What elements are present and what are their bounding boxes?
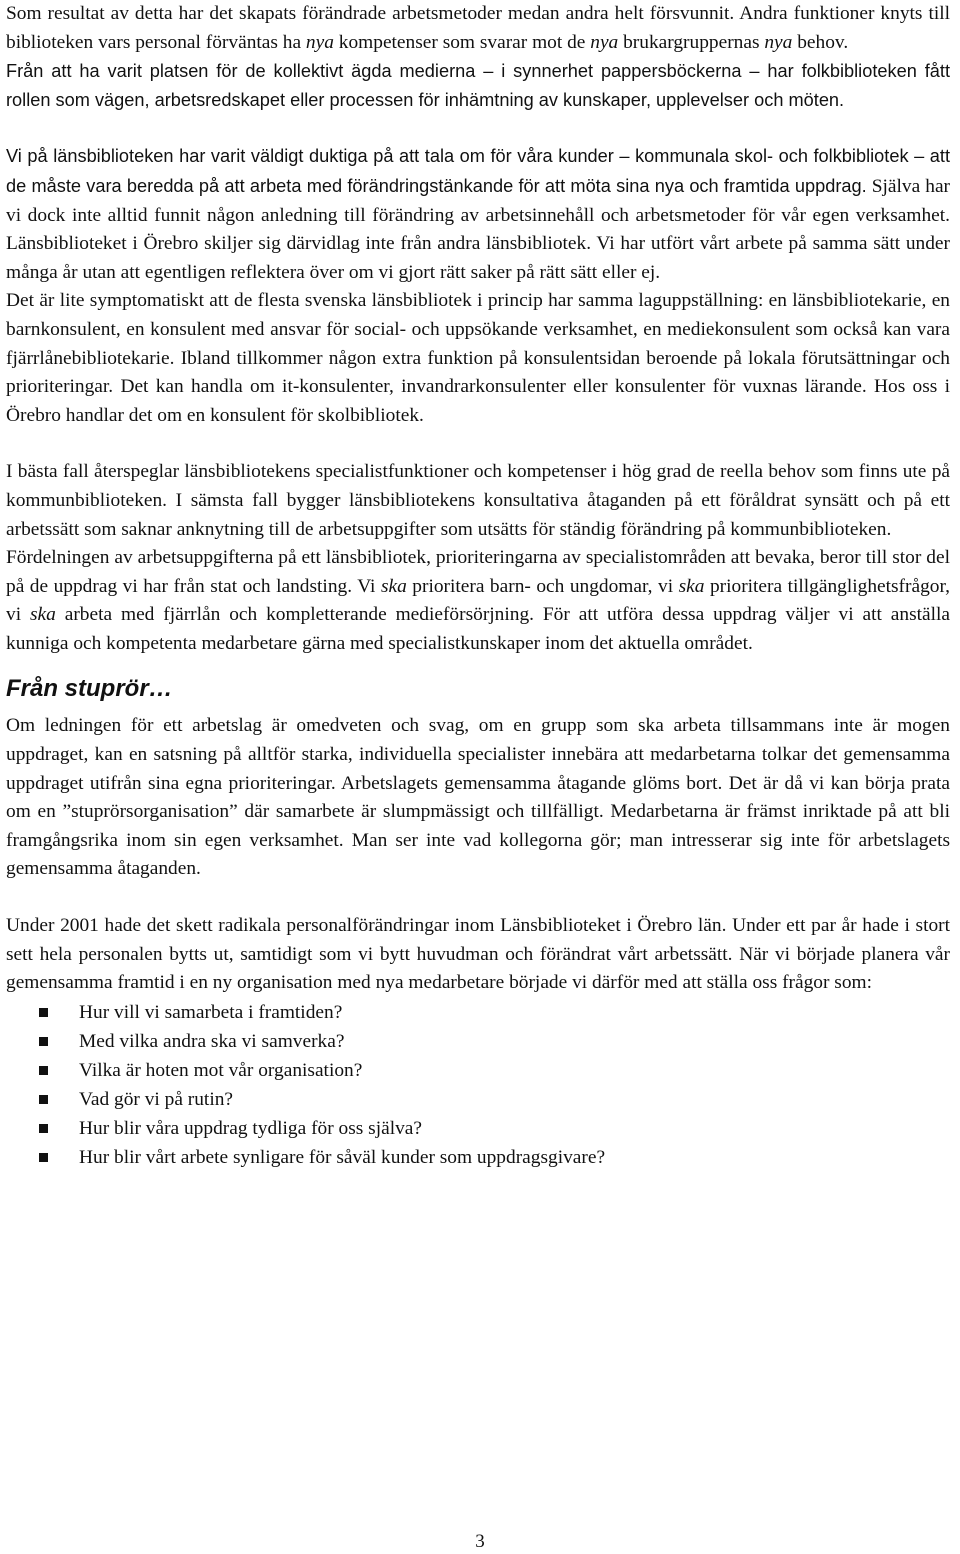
text-run: behov. xyxy=(792,31,849,53)
emphasis: nya xyxy=(764,31,793,53)
list-item-text: Vilka är hoten mot vår organisation? xyxy=(79,1059,363,1081)
text-run: brukargruppernas xyxy=(618,31,765,53)
paragraph-8: Under 2001 hade det skett radikala personalförändringar inom Länsbiblioteket i Örebro län. Under ett par år hade i stort sett hela personalen bytts ut, samtidigt som vi bytt huvudman och förändrat vårt arbetssätt. När vi började planera vår gemensamma framtid i en ny organisation med nya medarbetare började vi därför med att ställa oss frågor som: xyxy=(6,915,950,994)
spacer xyxy=(6,114,950,142)
section-heading: Från stuprör… xyxy=(6,675,173,703)
paragraph-7: Om ledningen för ett arbetslag är omedveten och svag, om en grupp som ska arbeta tillsammans inte är mogen uppdraget, kan en satsning på alltför starka, individuella specialister innebära att medarbetarna tolkar det gemensamma uppdraget utifrån sina egna prioriteringar. Arbetslagets gemensamma åtagande glöms bort. Det är då vi kan börja prata om en ”stuprörsorganisation” där samarbete är slumpmässigt och tillfälligt. Medarbetarna är främst inriktade på att bli framgångsrika inom sin egen verksamhet. Man ser inte vad kollegorna gör; man intresserar sig inte för arbetslagets gemensamma åtaganden. xyxy=(6,715,950,880)
paragraph-3 xyxy=(6,142,950,287)
text-run: arbeta med fjärrlån och kompletterande medieförsörjning. För att utföra dessa uppdrag väljer vi att anställa kunniga och kompetenta medarbetare gärna med specialistkunskaper inom det aktuella området. xyxy=(6,604,950,654)
page-number: 3 xyxy=(475,1531,485,1552)
emphasis: nya xyxy=(305,31,334,53)
list-item xyxy=(6,1056,950,1085)
paragraph-5: I bästa fall återspeglar länsbibliotekens specialistfunktioner och kompetenser i hög grad de reella behov som finns ute på kommunbiblioteken. I sämsta fall bygger länsbibliotekens konsultativa åtaganden på ett föråldrat synsätt och på ett arbetssätt som saknar anknytning till de arbetsuppgifter som utsätts för ständig förändring på kommunbiblioteken. xyxy=(6,461,950,540)
text-run: Som resultat av detta har det skapats förändrade arbetsmetoder medan andra helt försvunnit. Andra funktioner knyts till biblioteken vars personal förväntas ha xyxy=(6,3,950,53)
text-run: kompetenser som svarar mot de xyxy=(333,31,591,53)
paragraph-2: Från att ha varit platsen för de kollektivt ägda medierna – i synnerhet pappersböckerna – har folkbiblioteken fått rollen som vägen, arbetsredskapet eller processen för inhämtning av kunskaper, upplevelser och möten. xyxy=(6,61,950,110)
square-bullet-icon xyxy=(39,1037,48,1046)
paragraph-1 xyxy=(6,0,950,57)
list-item-text: Vad gör vi på rutin? xyxy=(79,1088,234,1110)
text-run: Vi på länsbiblioteken har varit väldigt duktiga på att tala om för våra kunder – kommunala skol- och folkbibliotek – att de måste vara beredda på att arbeta med förändringstänkande för att möta sina nya och framtida uppdrag. xyxy=(6,146,950,196)
list-item-text: Hur blir våra uppdrag tydliga för oss själva? xyxy=(79,1117,423,1139)
list-item xyxy=(6,1114,950,1143)
paragraph-4: Det är lite symptomatiskt att de flesta svenska länsbibliotek i princip har samma laguppställning: en länsbibliotekarie, en barnkonsulent, en konsulent med ansvar för social- och uppsökande verksamhet, en mediekonsulent som också kan vara fjärrlånebibliotekarie. Ibland tillkommer någon extra funktion på konsulentsidan beroende på lokala förutsättningar och prioriteringar. Det kan handla om it-konsulenter, invandrarkonsulenter eller konsulenter för vuxnas lärande. Hos oss i Örebro handlar det om en konsulent för skolbibliotek. xyxy=(6,290,950,426)
list-item xyxy=(6,1143,950,1172)
list-item-text: Hur vill vi samarbeta i framtiden? xyxy=(79,1001,343,1023)
spacer xyxy=(6,884,950,912)
text-run: Fördelningen av arbetsuppgifterna på ett länsbibliotek, prioriteringarna av specialistområden att bevaka, beror till stor del på de uppdrag vi har från stat och landsting. Vi xyxy=(6,547,950,597)
emphasis: ska xyxy=(678,575,705,597)
emphasis: ska xyxy=(380,575,407,597)
text-run: prioritera tillgänglighetsfrågor, vi xyxy=(6,575,950,626)
question-list xyxy=(6,998,950,1172)
text-run: prioritera barn- och ungdomar, vi xyxy=(406,575,679,597)
list-item xyxy=(6,1027,950,1056)
emphasis: nya xyxy=(590,31,619,53)
paragraph-6 xyxy=(6,544,950,658)
square-bullet-icon xyxy=(39,1008,48,1017)
square-bullet-icon xyxy=(39,1095,48,1104)
list-item-text: Med vilka andra ska vi samverka? xyxy=(79,1030,345,1052)
square-bullet-icon xyxy=(39,1153,48,1162)
square-bullet-icon xyxy=(39,1124,48,1133)
document-page xyxy=(6,0,950,1172)
spacer xyxy=(6,430,950,458)
spacer xyxy=(6,658,950,674)
list-item xyxy=(6,1085,950,1114)
emphasis: ska xyxy=(29,604,56,626)
text-run: Själva har vi dock inte alltid funnit någon anledning till förändring av arbetsinnehåll och arbetsmetoder för vår egen verksamhet. Länsbiblioteket i Örebro skiljer sig därvidlag inte från andra länsbibliotek. Vi har utfört vårt arbete på samma sätt under många år utan att egentligen reflektera över om vi gjort rätt saker på rätt sätt eller ej. xyxy=(6,175,951,283)
list-item-text: Hur blir vårt arbete synligare för såväl kunder som uppdragsgivare? xyxy=(79,1146,606,1168)
list-item xyxy=(6,998,950,1027)
spacer xyxy=(6,704,950,712)
square-bullet-icon xyxy=(39,1066,48,1075)
